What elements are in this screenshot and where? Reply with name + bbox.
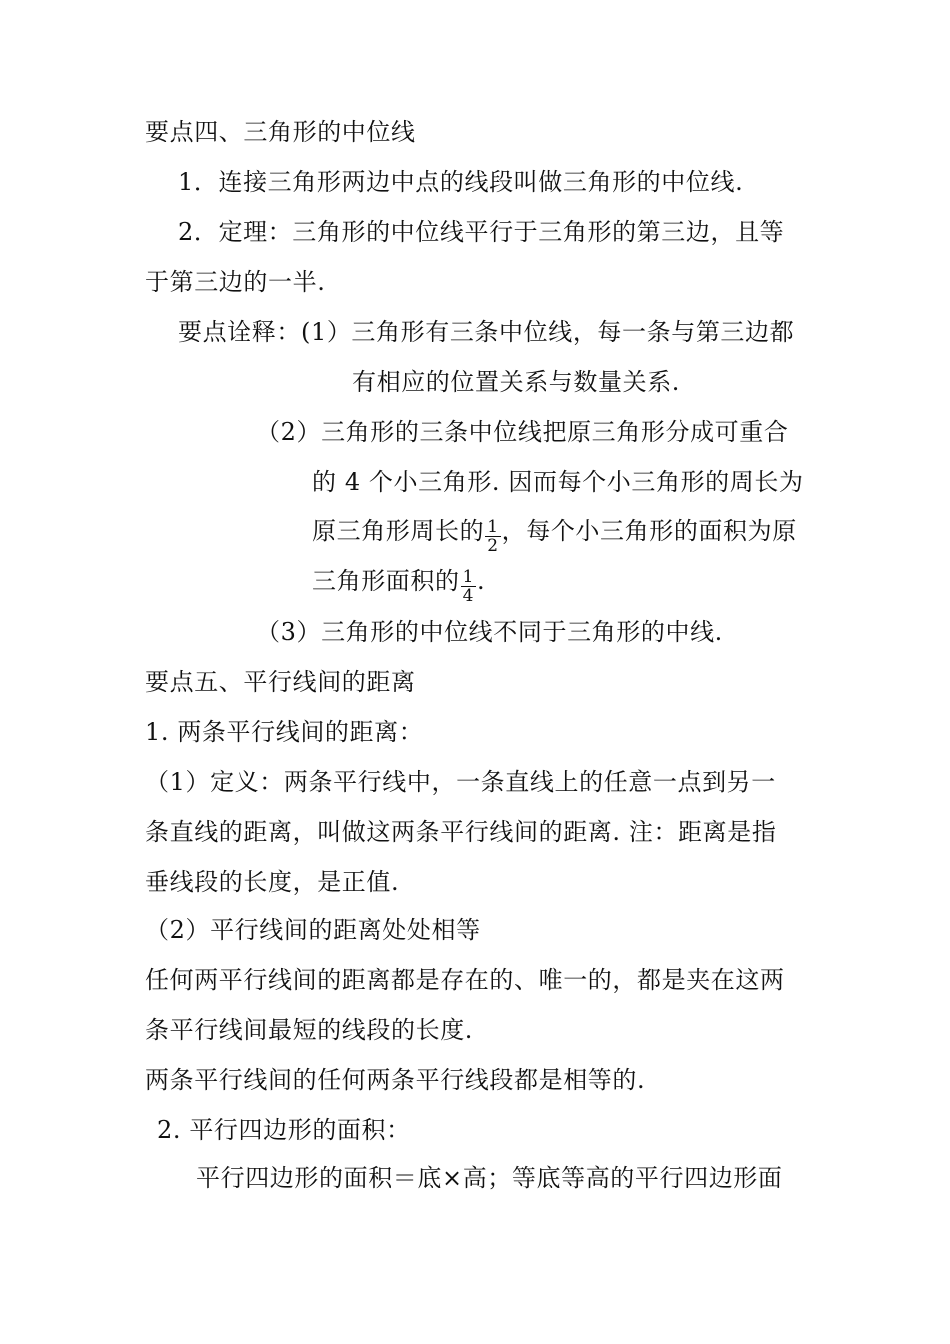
section-4-item-2-line-2: 于第三边的一半. — [145, 268, 326, 296]
section-5-title: 要点五、平行线间的距离 — [145, 668, 416, 696]
definition-line-3: 垂线段的长度，是正值. — [145, 868, 400, 896]
section-4-item-2-line-1: 2．定理：三角形的中位线平行于三角形的第三边，且等 — [178, 218, 785, 246]
paragraph-line-3: 两条平行线间的任何两条平行线段都是相等的. — [145, 1066, 646, 1094]
section-4-item-1: 1．连接三角形两边中点的线段叫做三角形的中位线. — [178, 168, 744, 196]
note-2-line-2: 的 4 个小三角形. 因而每个小三角形的周长为 — [312, 468, 804, 496]
fraction-numerator: 1 — [462, 567, 475, 587]
note-2-line-3-pre: 原三角形周长的 — [312, 517, 485, 545]
note-2-line-3-post: ，每个小三角形的面积为原 — [501, 517, 797, 545]
paragraph-line-2: 条平行线间最短的线段的长度. — [145, 1016, 474, 1044]
fraction-denominator: 2 — [487, 536, 499, 556]
note-2-line-1: （2）三角形的三条中位线把原三角形分成可重合 — [256, 418, 789, 446]
area-formula: 平行四边形的面积＝底×高；等底等高的平行四边形面 — [196, 1164, 783, 1192]
definition-line-1: （1）定义：两条平行线中，一条直线上的任意一点到另一 — [145, 768, 776, 796]
fraction-numerator: 1 — [487, 517, 499, 537]
fraction-denominator: 4 — [462, 586, 475, 606]
note-2-line-4 — [312, 564, 486, 606]
section-4-title: 要点四、三角形的中位线 — [145, 118, 416, 146]
property-2: （2）平行线间的距离处处相等 — [145, 916, 481, 944]
note-2-line-3 — [312, 514, 797, 556]
note-2-line-4-pre: 三角形面积的 — [312, 567, 460, 595]
fraction-one-half — [485, 518, 500, 555]
section-5-subheading-1: 1. 两条平行线间的距离： — [145, 718, 424, 746]
note-1-line-1: 要点诠释：(1）三角形有三条中位线，每一条与第三边都 — [178, 318, 795, 346]
fraction-one-quarter — [461, 568, 476, 605]
note-2-line-4-post: . — [477, 567, 486, 595]
note-1-line-2: 有相应的位置关系与数量关系. — [352, 368, 681, 396]
note-3: （3）三角形的中位线不同于三角形的中线. — [256, 618, 723, 646]
section-5-subheading-2: 2. 平行四边形的面积： — [157, 1116, 411, 1144]
paragraph-line-1: 任何两平行线间的距离都是存在的、唯一的，都是夹在这两 — [145, 966, 785, 994]
definition-line-2: 条直线的距离，叫做这两条平行线间的距离. 注：距离是指 — [145, 818, 777, 846]
